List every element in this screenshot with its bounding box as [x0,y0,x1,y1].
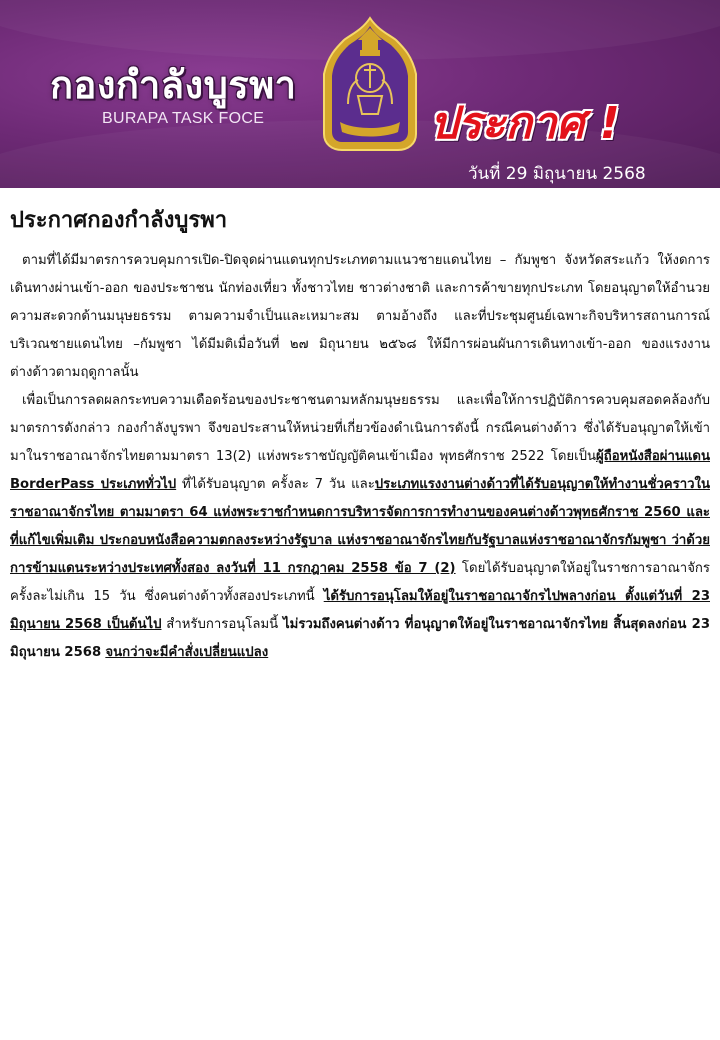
announcement-date: วันที่ 29 มิถุนายน 2568 [468,164,646,184]
borderpass-emphasis: ผู้ถือหนังสือผ่านแดน BorderPass ประเภททั่วไป [10,449,710,492]
brand-subtitle: BURAPA TASK FOCE [102,110,265,127]
document-title: ประกาศกองกำลังบูรพา [10,208,228,233]
document-body [0,196,720,667]
paragraph-2 [10,387,710,667]
brand-title: กองกำลังบูรพา [50,63,297,107]
paragraph-2-text: ที่ได้รับอนุญาต ครั้งละ 7 วัน และ [176,477,375,492]
header-banner [0,0,720,188]
royal-crest-emblem-icon [318,16,422,152]
labor-category-emphasis: ประเภทแรงงานต่างด้าวที่ได้รับอนุญาตให้ทำงานชั่วคราวในราชอาณาจักรไทย ตามมาตรา 64 แห่งพระราชกำหนดการบริหารจัดการการทำงานของคนต่างด้าวพุทธศักราช 2560 และที่แก้ไขเพิ่มเติม ประกอบหนังสือความตกลงระหว่างรัฐบาล แห่งราชอาณาจักรไทยกับรัฐบาลแห่งราชอาณาจักรกัมพูชา ว่าด้วยการข้ามแดนระหว่างประเทศทั้งสอง ลงวันที่ 11 กรกฎาคม 2558 ข้อ 7 (2) [10,477,710,576]
exclusion-emphasis: ไม่รวมถึงคนต่างด้าว ที่อนุญาตให้อยู่ในราชอาณาจักรไทย สิ้นสุดลงก่อน 23 มิถุนายน 2568 [10,617,710,660]
until-further-notice-emphasis: จนกว่าจะมีคำสั่งเปลี่ยนแปลง [105,645,269,660]
announcement-heading: ประกาศ ! [430,98,620,149]
paragraph-1: ตามที่ได้มีมาตรการควบคุมการเปิด-ปิดจุดผ่านแดนทุกประเภทตามแนวชายแดนไทย – กัมพูชา จังหวัดสระแก้ว ให้งดการเดินทางผ่านเข้า-ออก ของประชาชน นักท่องเที่ยว ทั้งชาวไทย ชาวต่างชาติ และการค้าขายทุกประเภท โดยอนุญาตให้อำนวยความสะดวกด้านมนุษยธรรม ตามความจำเป็นและเหมาะสม ตามอ้างถึง และที่ประชุมศูนย์เฉพาะกิจบริหารสถานการณ์บริเวณชายแดนไทย –กัมพูชา ได้มีมติเมื่อวันที่ ๒๗ มิถุนายน ๒๕๖๘ ให้มีการผ่อนผันการเดินทางเข้า-ออก ของแรงงานต่างด้าวตามฤดูกาลนั้น [10,253,710,380]
paragraph-2-text: เพื่อเป็นการลดผลกระทบความเดือดร้อนของประชาชนตามหลักมนุษยธรรม และเพื่อให้การปฏิบัติการควบคุมสอดคล้องกับมาตรการดังกล่าว กองกำลังบูรพา จึงขอประสานให้หน่วยที่เกี่ยวข้องดำเนินการดังนี้ กรณีคนต่างด้าว ซึ่งได้รับอนุญาตให้เข้ามาในราชอาณาจักรไทยตามมาตรา 13(2) แห่งพระราชบัญญัติคนเข้าเมือง พุทธศักราช 2522 โดยเป็น [10,393,710,464]
paragraph-2-text: สำหรับการอนุโลมนี้ [161,617,283,632]
paragraph-2-text: โดยได้รับอนุญาตให้อยู่ในราชการอาณาจักรครั้งละไม่เกิน 15 วัน ซึ่งคนต่างด้าวทั้งสองประเภทนี้ [10,561,711,604]
relaxation-emphasis: ได้รับการอนุโลมให้อยู่ในราชอาณาจักรไปพลางก่อน ตั้งแต่วันที่ 23 มิถุนายน 2568 เป็นต้นไป [10,589,710,632]
